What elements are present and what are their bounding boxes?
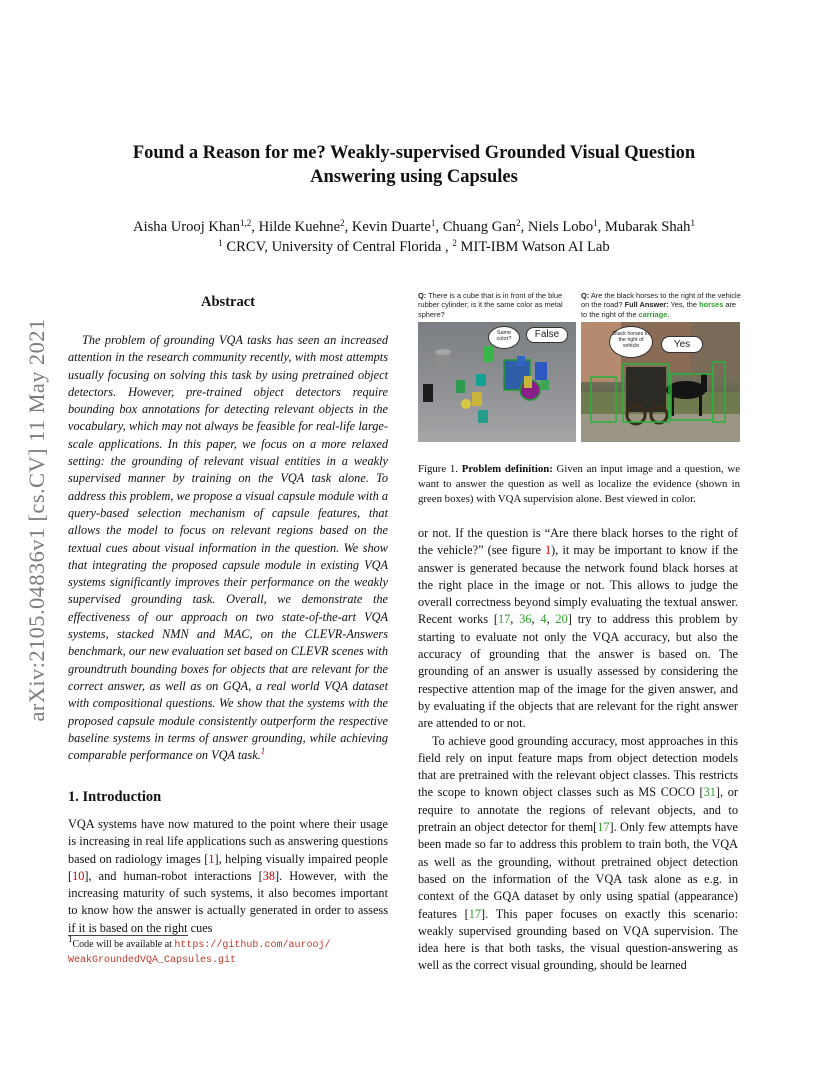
- affiliation-number: 1: [218, 238, 223, 248]
- figure-question-clevr: Q: There is a cube that is in front of the blue rubber cylinder; is it the same color as metal sphere?: [418, 291, 563, 319]
- footnote: $^1$Code will be available at https://github.com/aurooj/ WeakGroundedVQA_Capsules.git: [68, 934, 331, 966]
- figure-reference-link[interactable]: 38: [262, 868, 275, 883]
- citation-link[interactable]: 20: [555, 612, 568, 627]
- affiliation-number: 2: [452, 238, 457, 248]
- abstract-text: The problem of grounding VQA tasks has seen an increased attention in the research community recently, with most attempts usually focusing on solving this task by using pretrained object detectors. However, pre-trained object detectors require bounding box annotations for detecting relevant objects in the vocabulary, which may not always be feasible for real-life large-scale applications. In this paper, we focus on a more relaxed setting: the grounding of relevant visual entities in a weakly supervised manner by training on the VQA task alone. To address this problem, we propose a visual capsule module with a query-based selection mechanism of capsule features, that allows the model to focus on relevant regions based on the textual cues about visual information in the question. We show that integrating the proposed capsule module in existing VQA systems significantly improves their performance on the weakly supervised grounding task. Overall, we demonstrate the effectiveness of our approach on two state-of-the-art VQA systems, stacked NMN and MAC, on the CLEVR-Answers benchmark, our new evaluation set based on CLEVR scenes with groundtruth bounding boxes for objects that are relevant for the correct answer, as well as on GQA, a real world VQA dataset with compositional questions. We show that the systems with the proposed capsule module consistently outperform the respective baseline systems in terms of answer grounding, while achieving comparable performance on VQA task.: [68, 333, 388, 763]
- author-affiliation-mark: 1,2: [240, 218, 252, 228]
- citation-link[interactable]: 17: [468, 906, 482, 921]
- code-url[interactable]: https://github.com/aurooj/ WeakGroundedVQA_Capsules.git: [68, 940, 331, 966]
- gqa-scene: [581, 322, 740, 442]
- citation-link[interactable]: 31: [703, 785, 716, 800]
- intro-paragraph: VQA systems have now matured to the point where their usage is increasing in real life applications such as answering questions based on radiology images [1], helping visually impaired people [10], and human-robot interactions [38]. However, with the increasing maturity of such systems, it also becomes important to know how the answer is actually generated in order to assess if it is based on the right cues: [68, 817, 388, 935]
- affiliation-list: [70, 237, 758, 257]
- author-name: Hilde Kuehne: [258, 219, 341, 235]
- footnote-marker[interactable]: 1: [260, 746, 266, 757]
- affiliation-name: MIT-IBM Watson AI Lab: [456, 239, 610, 255]
- bubble-answer-clevr: False: [526, 327, 568, 343]
- gqa-street-image: [581, 322, 740, 442]
- citation-link[interactable]: 36: [519, 612, 532, 627]
- author-name: Aisha Urooj Khan: [133, 219, 241, 235]
- citation-link[interactable]: 17: [497, 612, 511, 627]
- bubble-question-gqa: Black horses to the right of vehicle: [609, 326, 653, 358]
- author-name: Niels Lobo: [527, 219, 594, 235]
- author-block: [70, 217, 758, 257]
- figure-reference-link[interactable]: 1: [208, 851, 215, 866]
- author-name: Chuang Gan: [442, 219, 517, 235]
- figure-1: [418, 291, 740, 443]
- citation-link[interactable]: 4: [540, 612, 547, 627]
- abstract-body: [68, 332, 388, 764]
- author-affiliation-mark: 1: [690, 218, 695, 228]
- right-column: [418, 525, 738, 975]
- bubble-answer-gqa: Yes: [661, 336, 703, 353]
- author-list: Aisha Urooj Khan$^{1,2}$, Hilde Kuehne$^2$, Kevin Duarte$^1$, Chuang Gan$^2$, Niels Lobo$^1$, Mubarak Shah$^1$: [133, 218, 695, 235]
- author-affiliation-mark: 2: [340, 218, 345, 228]
- author-affiliation-mark: 1: [593, 218, 598, 228]
- citation-link[interactable]: 17: [597, 820, 610, 835]
- author-name: Mubarak Shah: [604, 219, 691, 235]
- author-name: Kevin Duarte: [351, 219, 431, 235]
- figure-reference-link[interactable]: 10: [72, 868, 85, 883]
- paragraph-approaches: To achieve good grounding accuracy, most approaches in this field rely on input feature maps from object detection models that are pretrained with the relevant object classes. This restricts the scope to known object classes such as MS COCO [31], or require to annotate the regions of relevant objects, and to pretrain an object detector for them[17]. Only few attempts have been made so far to address this problem to train both, the VQA as well as the grounding, without pretrained object detection based on the information of the VQA task alone as e.g. in context of the GQA dataset by only using spatial (appearance) features [17]. This paper focuses on exactly this scenario: weakly supervised grounding based on VQA supervision. The idea here is that both tasks, the visual question-answering as well as the correct visual grounding, should be learned: [418, 733, 738, 973]
- author-affiliation-mark: 1: [430, 218, 436, 228]
- paragraph-grounding: or not. If the question is “Are there black horses to the right of the vehicle?” (see figure 1), it may be important to know if the answer is generated because the network found black horses at the right place in the image or not. This allows to judge the overall correctness beyond simply evaluating the textual answer. Recent works [17, 36, 4, 20] try to address this problem by starting to evaluate not only the VQA accuracy, but also the accuracy of grounding that the answer is based on. The grounding of an answer is usually assessed by considering the respective attention map of the image for the given answer, and by evaluating if the objects that are relevant for the right answer are attended to or not.: [418, 526, 739, 731]
- author-affiliation-mark: 2: [516, 218, 521, 228]
- clevr-scene-image: [418, 322, 576, 442]
- footnote-divider: [68, 935, 188, 936]
- abstract-heading: Abstract: [201, 294, 255, 310]
- bubble-question-clevr: Same color?: [488, 326, 520, 349]
- figure-question-gqa: Q: Are the black horses to the right of the vehicle on the road? Full Answer: Yes, the horses are to the right of the carriage.: [581, 291, 741, 319]
- figure-caption: Figure 1. Problem definition: Given an input image and a question, we want to answer the question as well as localize the evidence (shown in green boxes) with VQA supervision alone. Best viewed in color.: [418, 463, 740, 505]
- arxiv-identifier: arXiv:2105.04836v1 [cs.CV] 11 May 2021: [24, 318, 49, 722]
- paper-title: Found a Reason for me? Weakly-supervised Grounded Visual Question Answering using Capsules: [132, 143, 696, 187]
- section-heading: 1. Introduction: [68, 789, 162, 805]
- affiliation-name: CRCV, University of Central Florida ,: [222, 239, 453, 255]
- figure-reference-link[interactable]: 1: [545, 543, 552, 558]
